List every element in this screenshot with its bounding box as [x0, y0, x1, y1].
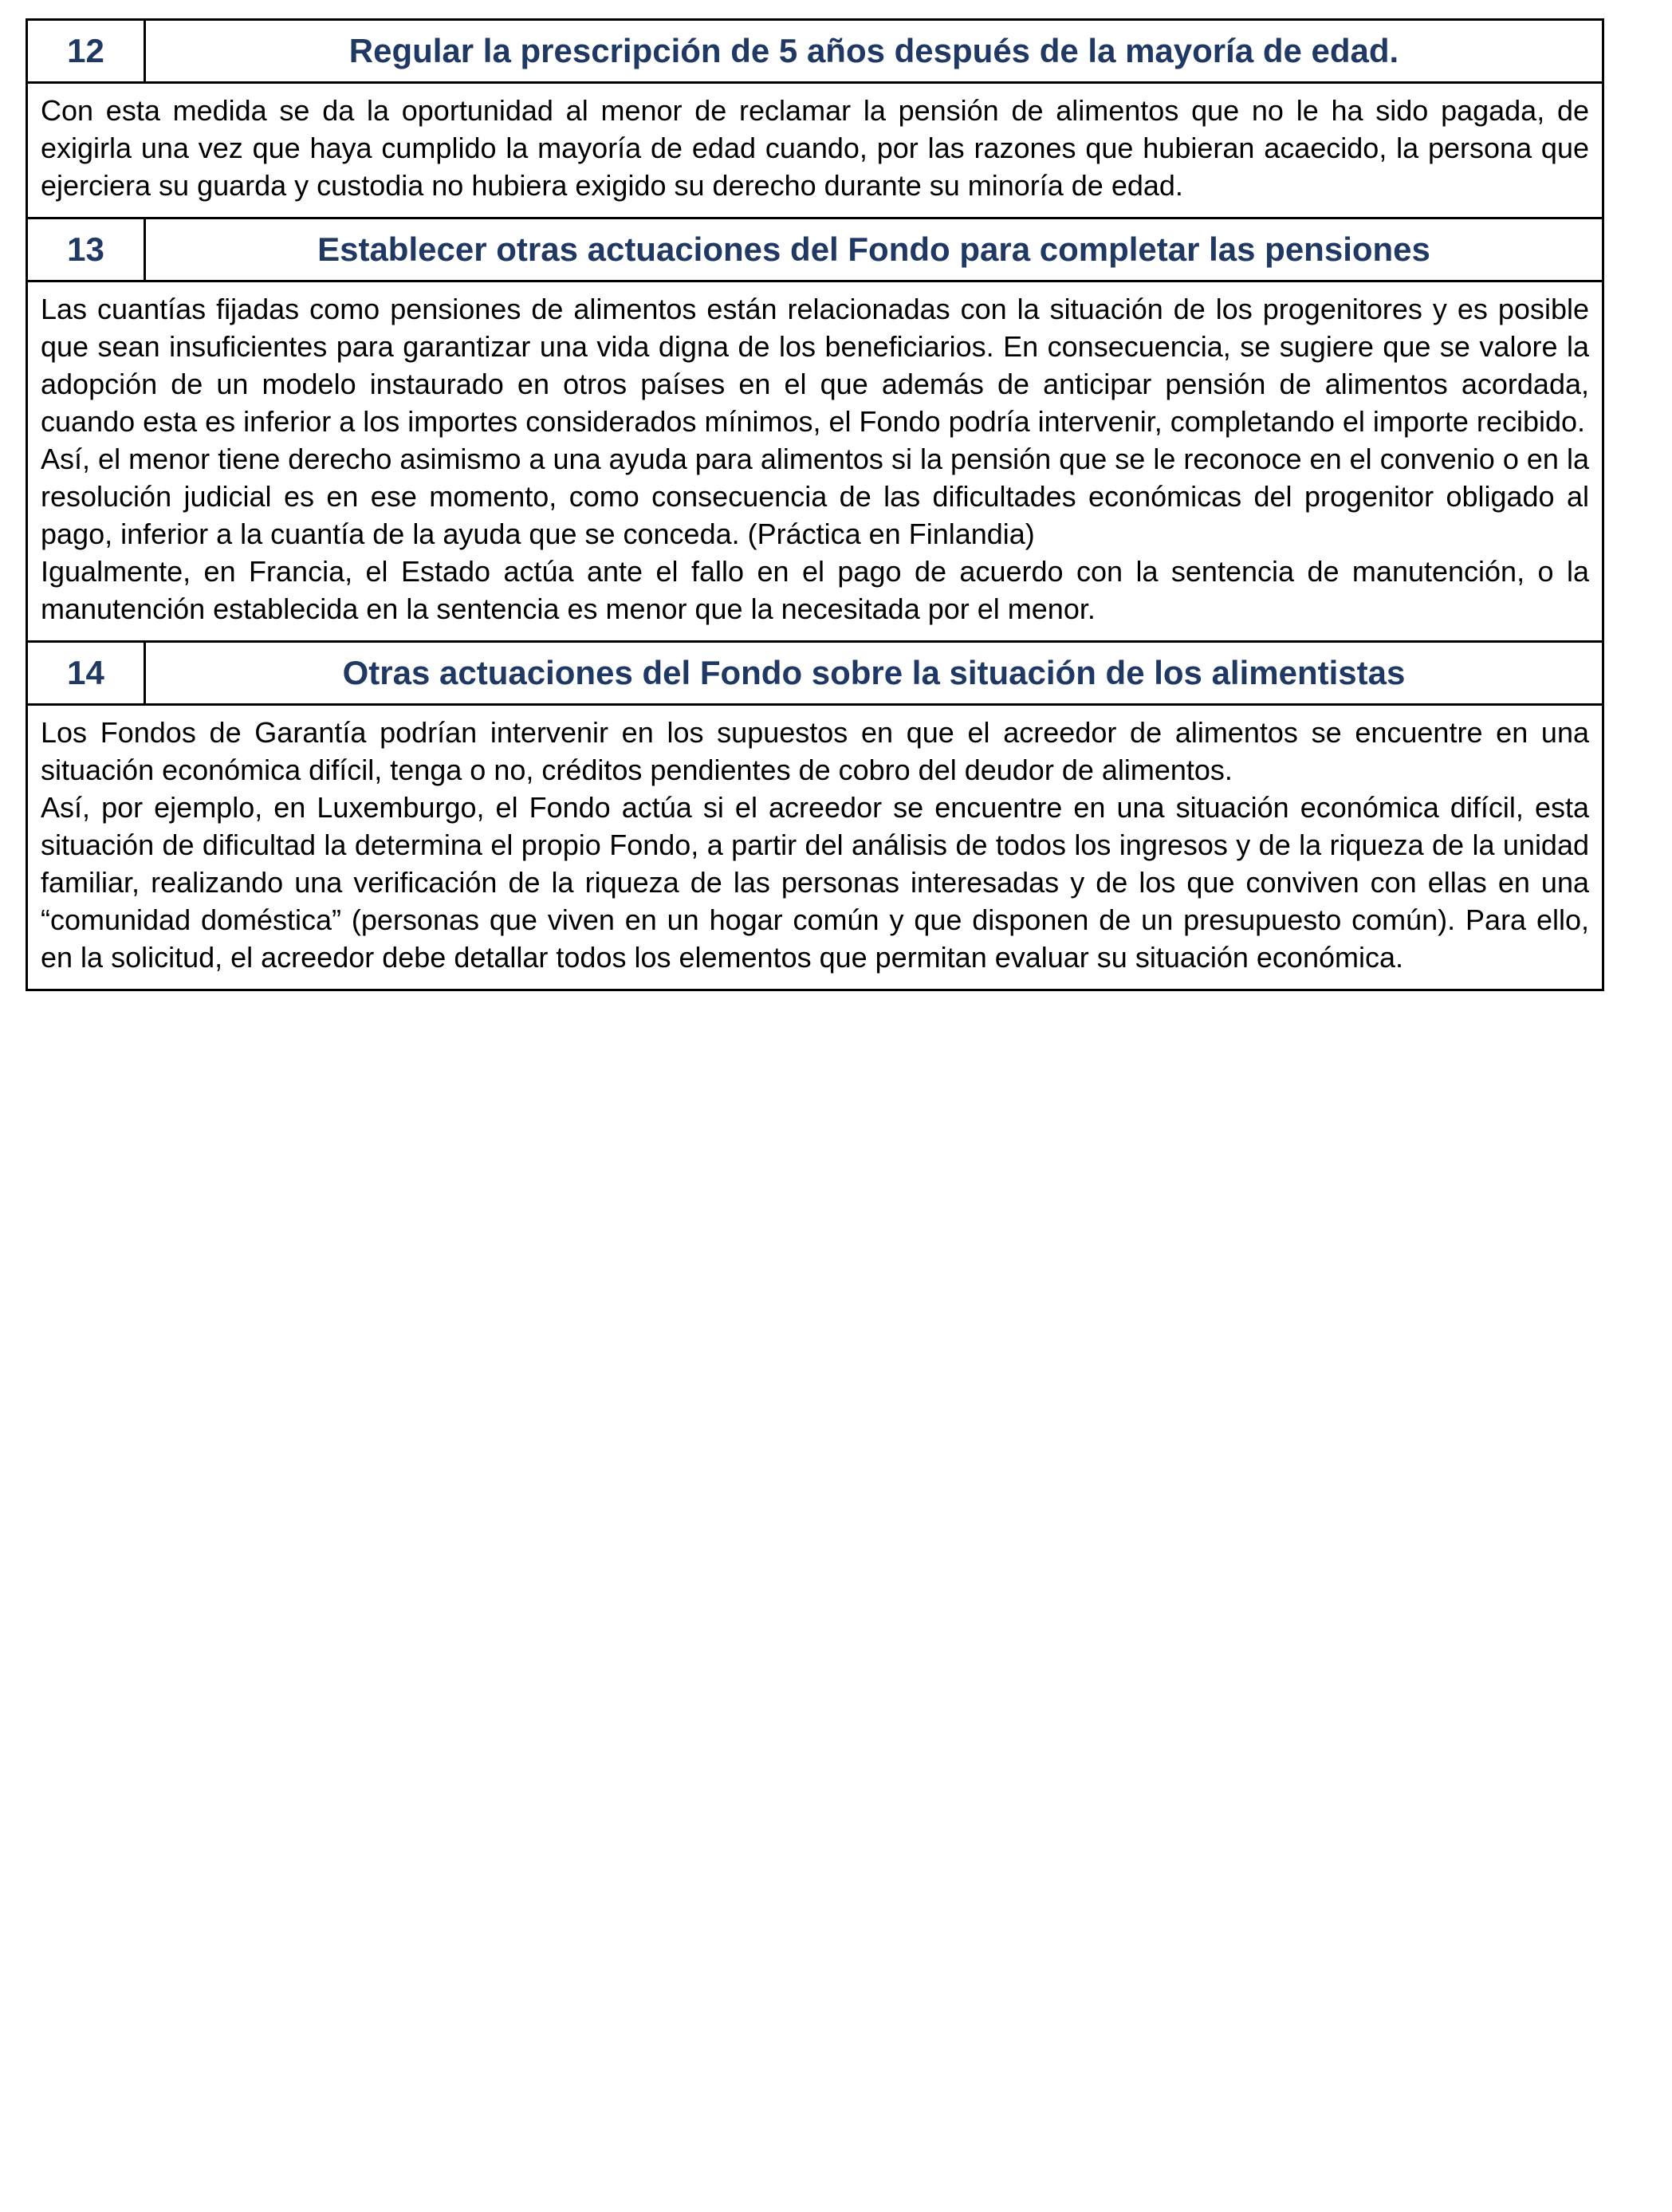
measure-12-number: 12 — [27, 20, 145, 83]
measure-13-header-row — [27, 218, 1603, 281]
measure-14-body-row — [27, 705, 1603, 990]
paragraph: Así, el menor tiene derecho asimismo a una ayuda para alimentos si la pensión que se le reconoce en el convenio o en la resolución judicial es en ese momento, como consecuencia de las dificultades económicas del progenitor obligado al pago, inferior a la cuantía de la ayuda que se conceda. (Práctica en Finlandia) — [41, 443, 1589, 550]
measures-table — [26, 18, 1604, 991]
paragraph: Así, por ejemplo, en Luxemburgo, el Fondo actúa si el acreedor se encuentre en una situación económica difícil, esta situación de dificultad la determina el propio Fondo, a partir del análisis de todos los ingresos y de la riqueza de la unidad familiar, realizando una verificación de la riqueza de las personas interesadas y de los que conviven con ellas en una “comunidad doméstica” (personas que viven en un hogar común y que disponen de un presupuesto común). Para ello, en la solicitud, el acreedor debe detallar todos los elementos que permitan evaluar su situación económica. — [41, 791, 1589, 974]
paragraph: Igualmente, en Francia, el Estado actúa ante el fallo en el pago de acuerdo con la sentencia de manutención, o la manutención establecida en la sentencia es menor que la necesitada por el menor. — [41, 555, 1589, 625]
measure-13-number: 13 — [27, 218, 145, 281]
measure-13-title: Establecer otras actuaciones del Fondo para completar las pensiones — [145, 218, 1603, 281]
paragraph: Las cuantías fijadas como pensiones de alimentos están relacionadas con la situación de los progenitores y es posible que sean insuficientes para garantizar una vida digna de los beneficiarios. En consecuencia, se sugiere que se valore la adopción de un modelo instaurado en otros países en el que además de anticipar pensión de alimentos acordada, cuando esta es inferior a los importes considerados mínimos, el Fondo podría intervenir, completando el importe recibido. — [41, 293, 1589, 438]
measure-12-header-row — [27, 20, 1603, 83]
measure-14-number: 14 — [27, 642, 145, 705]
measure-13-description — [27, 281, 1603, 642]
measure-12-body-row — [27, 83, 1603, 218]
measure-14-title: Otras actuaciones del Fondo sobre la situación de los alimentistas — [145, 642, 1603, 705]
paragraph: Con esta medida se da la oportunidad al menor de reclamar la pensión de alimentos que no le ha sido pagada, de exigirla una vez que haya cumplido la mayoría de edad cuando, por las razones que hubieran acaecido, la persona que ejerciera su guarda y custodia no hubiera exigido su derecho durante su minoría de edad. — [41, 94, 1589, 202]
measure-13-body-row — [27, 281, 1603, 642]
measure-12-title: Regular la prescripción de 5 años después de la mayoría de edad. — [145, 20, 1603, 83]
measure-14-description — [27, 705, 1603, 990]
measure-12-description — [27, 83, 1603, 218]
paragraph: Los Fondos de Garantía podrían intervenir en los supuestos en que el acreedor de alimentos se encuentre en una situación económica difícil, tenga o no, créditos pendientes de cobro del deudor de alimentos. — [41, 716, 1589, 786]
measure-14-header-row — [27, 642, 1603, 705]
